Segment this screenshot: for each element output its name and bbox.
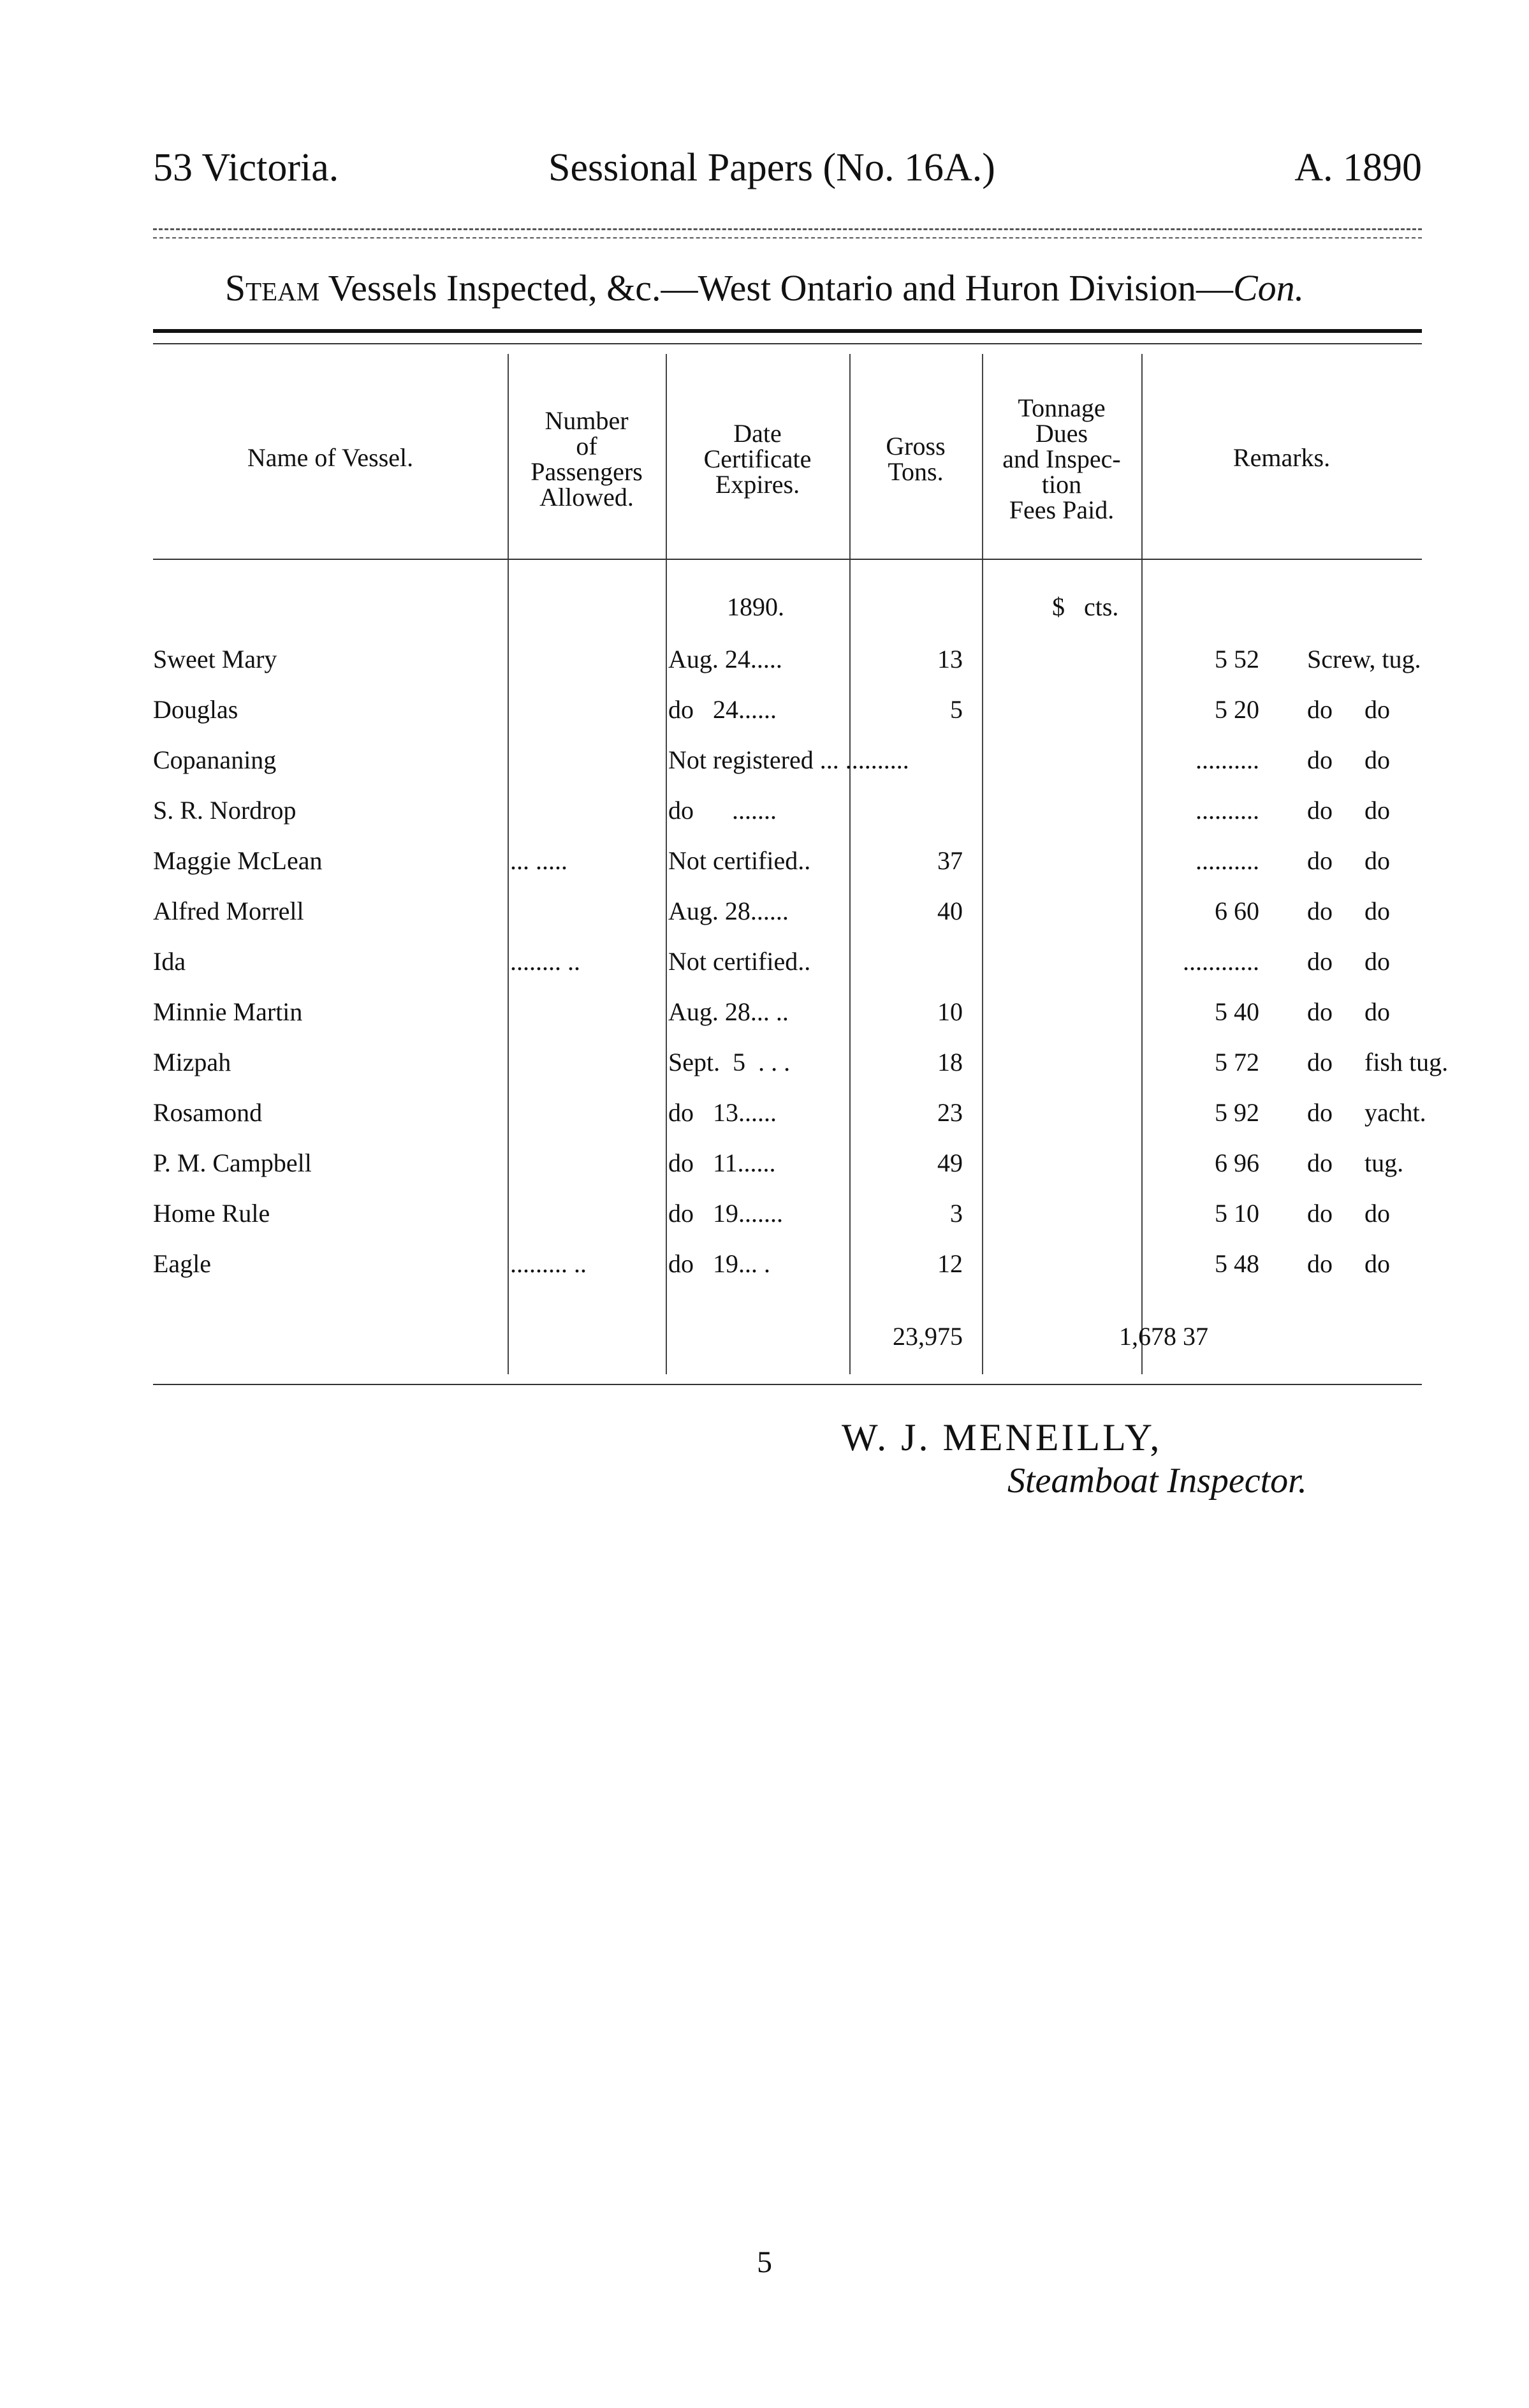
certificate-expires: Aug. 24.....	[668, 645, 782, 673]
certificate-expires: Not certified..	[668, 947, 811, 976]
header-bottom-rule	[153, 559, 1422, 560]
signature-name: W. J. MENEILLY,	[842, 1416, 1162, 1458]
col-header-dues	[982, 395, 1141, 523]
gross-tons: 23	[937, 1098, 963, 1127]
title-rule	[153, 329, 1422, 333]
table-title	[0, 267, 1529, 309]
table-row	[153, 1249, 1422, 1287]
col-header-passengers-line: Allowed.	[539, 483, 634, 511]
gross-tons: 12	[937, 1249, 963, 1278]
col-header-date-line: Date	[733, 419, 782, 448]
remarks: do do	[1307, 947, 1390, 976]
vessel-name: Ida	[153, 947, 186, 976]
vessel-name: Copananing	[153, 745, 277, 774]
totals-row	[153, 1321, 1422, 1360]
remarks: do do	[1307, 796, 1390, 825]
col-header-passengers	[508, 408, 666, 510]
dues-paid: 5 40	[1215, 997, 1259, 1026]
gross-tons: 40	[937, 897, 963, 925]
passengers-allowed: ... .....	[510, 846, 567, 875]
subheader-row	[153, 592, 1422, 630]
vessel-name: P. M. Campbell	[153, 1149, 312, 1177]
header-center: Sessional Papers (No. 16A.)	[548, 146, 995, 189]
table-row	[153, 1198, 1422, 1237]
col-header-dues-line: Fees Paid.	[1009, 496, 1115, 524]
remarks: do yacht.	[1307, 1098, 1426, 1127]
page-number: 5	[757, 2245, 772, 2279]
certificate-expires: do 24......	[668, 695, 777, 724]
col-header-dues-line: Dues	[1035, 419, 1088, 448]
total-dues: 1,678 37	[1119, 1322, 1208, 1351]
vessel-name: Rosamond	[153, 1098, 263, 1127]
remarks: do do	[1307, 846, 1390, 875]
gross-tons: 13	[937, 645, 963, 673]
gross-tons: 10	[937, 997, 963, 1026]
dues-paid: 5 10	[1215, 1199, 1259, 1228]
header-rule	[153, 228, 1422, 230]
dues-paid: 5 92	[1215, 1098, 1259, 1127]
certificate-expires: Not certified..	[668, 846, 811, 875]
table-row	[153, 946, 1422, 985]
passengers-allowed: ........ ..	[510, 947, 580, 976]
certificate-expires: Sept. 5 . . .	[668, 1048, 791, 1076]
vessel-name: Douglas	[153, 695, 238, 724]
gross-tons: 49	[937, 1149, 963, 1177]
col-header-dues-line: and Inspec-	[1002, 444, 1121, 473]
certificate-expires: do 13......	[668, 1098, 777, 1127]
subheader-year: 1890.	[727, 592, 784, 621]
certificate-expires: Not registered ... ..........	[668, 745, 909, 774]
passengers-allowed: ......... ..	[510, 1249, 587, 1278]
vessel-name: Mizpah	[153, 1048, 231, 1076]
dues-paid: 5 72	[1215, 1048, 1259, 1076]
table-row	[153, 1047, 1449, 1085]
col-header-dues-line: Tonnage	[1018, 393, 1106, 422]
table-row	[153, 1148, 1422, 1186]
certificate-expires: Aug. 28... ..	[668, 997, 789, 1026]
table-row	[153, 745, 1422, 783]
col-header-date	[666, 421, 849, 497]
signature-title: Steamboat Inspector.	[1007, 1461, 1307, 1501]
dues-paid: 5 20	[1215, 695, 1259, 724]
running-head	[153, 145, 1422, 190]
remarks: do do	[1307, 997, 1390, 1026]
table-row	[153, 644, 1422, 682]
certificate-expires: do 19... .	[668, 1249, 770, 1278]
vessel-name: Sweet Mary	[153, 645, 277, 673]
col-header-passengers-line: Passengers	[530, 457, 643, 486]
remarks: do do	[1307, 897, 1390, 925]
vessel-name: Alfred Morrell	[153, 897, 304, 925]
dues-paid: 6 60	[1215, 897, 1259, 925]
table-row	[153, 694, 1422, 733]
dues-paid: 5 52	[1215, 645, 1259, 673]
title-main: Vessels Inspected, &c.—West Ontario and Huron Division—	[319, 267, 1233, 309]
table-bottom-rule	[153, 1384, 1422, 1385]
col-header-date-line: Expires.	[715, 470, 800, 499]
subheader-currency: $ cts.	[1052, 592, 1119, 621]
table-row	[153, 896, 1422, 934]
remarks: Screw, tug.	[1307, 645, 1421, 673]
table-row	[153, 795, 1422, 833]
header-rule-2	[153, 237, 1422, 239]
dues-paid: ..........	[1196, 796, 1259, 825]
table-row	[153, 997, 1422, 1035]
col-header-name: Name of Vessel.	[247, 443, 414, 472]
header-right: A. 1890	[1294, 146, 1422, 189]
remarks: do tug.	[1307, 1149, 1404, 1177]
col-header-gross-line: Tons.	[888, 457, 944, 486]
dues-paid: ............	[1183, 947, 1259, 976]
col-header-passengers-line: Number	[545, 406, 629, 435]
col-header-dues-line: tion	[1041, 470, 1082, 499]
total-gross: 23,975	[893, 1322, 963, 1351]
certificate-expires: do 19.......	[668, 1199, 783, 1228]
remarks: do do	[1307, 1199, 1390, 1228]
gross-tons: 3	[950, 1199, 963, 1228]
title-rule-thin	[153, 343, 1422, 344]
certificate-expires: do .......	[668, 796, 777, 825]
gross-tons: 37	[937, 846, 963, 875]
remarks: do do	[1307, 1249, 1390, 1278]
gross-tons: 5	[950, 695, 963, 724]
remarks: do fish tug.	[1307, 1048, 1449, 1076]
col-header-date-line: Certificate	[703, 444, 812, 473]
col-header-gross	[849, 434, 982, 485]
col-header-remarks: Remarks.	[1233, 443, 1331, 472]
dues-paid: 6 96	[1215, 1149, 1259, 1177]
dues-paid: 5 48	[1215, 1249, 1259, 1278]
title-italic: Con.	[1233, 267, 1305, 309]
gross-tons: 18	[937, 1048, 963, 1076]
table-row	[153, 846, 1422, 884]
header-left: 53 Victoria.	[153, 146, 339, 189]
remarks: do do	[1307, 745, 1390, 774]
col-header-gross-line: Gross	[886, 432, 946, 460]
certificate-expires: do 11......	[668, 1149, 776, 1177]
vessel-name: Maggie McLean	[153, 846, 323, 875]
certificate-expires: Aug. 28......	[668, 897, 789, 925]
vessel-name: Minnie Martin	[153, 997, 303, 1026]
dues-paid: ..........	[1196, 846, 1259, 875]
vessel-name: Eagle	[153, 1249, 212, 1278]
remarks: do do	[1307, 695, 1390, 724]
dues-paid: ..........	[1196, 745, 1259, 774]
title-smallcaps: Steam	[224, 267, 320, 309]
table-row	[153, 1098, 1426, 1136]
vessel-name: Home Rule	[153, 1199, 270, 1228]
vessel-name: S. R. Nordrop	[153, 796, 296, 825]
col-header-passengers-line: of	[576, 432, 597, 460]
